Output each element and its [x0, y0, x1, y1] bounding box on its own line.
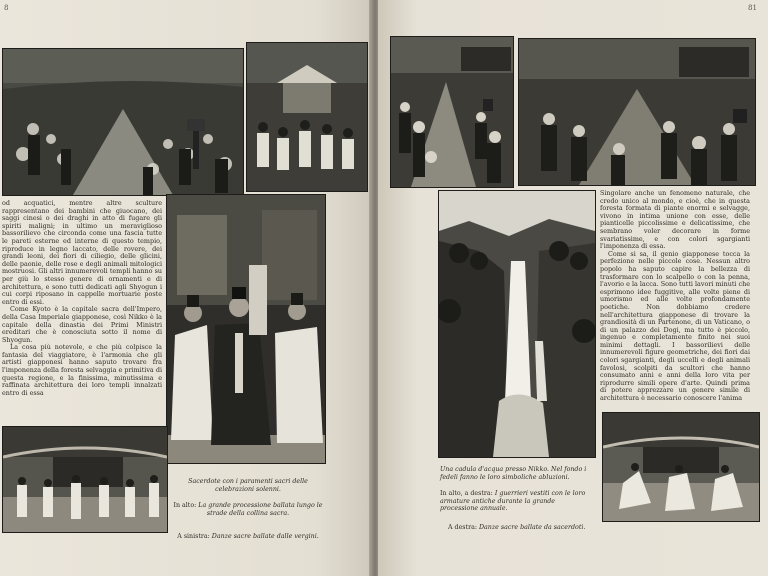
priests-caption	[172, 478, 324, 493]
procession-photo-1	[2, 48, 244, 196]
right-top-caption-text: I guerrieri vestiti con le loro armature antiche durante la grande processione annuale.	[440, 490, 586, 513]
procession-photo-2	[246, 42, 368, 192]
right-page	[378, 0, 768, 576]
maidens-dance-photo	[2, 426, 168, 533]
right-caption-label: A destra:	[448, 524, 477, 531]
right-top-caption	[440, 490, 594, 513]
top-caption	[172, 502, 324, 517]
priests-caption-text: Sacerdote con i paramenti sacri delle celebrazioni solenni.	[188, 478, 308, 493]
waterfall-caption	[440, 466, 594, 481]
warriors-photo-1	[390, 36, 514, 188]
page-number-left: 8	[4, 4, 9, 12]
right-caption	[448, 524, 602, 532]
left-caption-text: Danze sacre ballate dalle vergini.	[211, 533, 319, 540]
article-text-right	[600, 190, 750, 420]
right-caption-text: Danze sacre ballate da sacerdoti.	[478, 524, 586, 531]
top-caption-label: In alto:	[173, 502, 197, 509]
article-text-left	[2, 200, 162, 422]
waterfall-caption-text: Una cadula d'acqua presso Nikko. Nel fondo i fedeli fanno le loro simboliche abluzioni.	[440, 466, 587, 481]
right-top-caption-label: In alto, a destra:	[440, 490, 493, 497]
page-number-right: 81	[748, 4, 757, 12]
top-caption-text: La grande processione ballata lungo le strade della collina sacra.	[198, 502, 323, 517]
left-caption-label: A sinistra:	[177, 533, 210, 540]
priests-photo	[166, 194, 326, 464]
left-page	[0, 0, 372, 576]
left-paragraph-2: Come Kyoto è la capitale sacra dell'Impero, della Casa Imperiale giapponese, così Nikko è la capitale della dinastia dei Primi Ministri ereditari che è conosciuta sotto il nome di Shyogun.	[2, 305, 162, 344]
left-paragraph-3: La cosa più notevole, e che più colpisce la fantasia del viaggiatore, è l'armonia che gli artisti giapponesi hanno saputo trovare fra l'imponenza della foresta selvaggia e primitiva di questa regione, e la finissima, minutissima e raffinata architettura dei loro templi innalzati entro di essa	[2, 343, 162, 397]
left-caption	[172, 533, 324, 541]
waterfall-photo	[438, 190, 596, 458]
right-paragraph-2: Come si sa, il genio giapponese tocca la perfezione nelle piccole cose. Nessun altro popolo ha saputo capire la bellezza di trasformare con lo scalpello o con la penna, l'avorio e la lacca. Sono tutti lavori minuti che esprimono idee fuggitive, alle volte piene di umorismo ed alle volte profondamente poetiche. Non dobbiamo credere nell'architettura giapponese di trovare la grandiosità di un Partenone, di un Vaticano, o di un palazzo dei Dogi, ma tutto è piccolo, ingenuo e completamente finito nei suoi minimi dettagli. I bassorilievi delle innumerevoli figure geometriche, dei fiori dai colori sgargianti, degli uccelli e degli animali favolosi, scolpiti da scultori che hanno consumato anni e anni della loro vita per riprodurre simili opere d'arte. Quindi prima di potere apprezzare un genere simile di architettura è necessario conoscere l'anima	[600, 249, 750, 403]
right-paragraph-1: Singolare anche un fenomeno naturale, che credo unico al mondo, e cioè, che in questa foresta formata di piante enormi e selvagge, vivono in intima unione con esse, delle pianticelle piccolissime e delicatissime, che sembrano voler decorare in forme svariatissime, e con colori sgargianti l'imponenza di essa.	[600, 189, 750, 251]
warriors-photo-2	[518, 38, 756, 186]
left-paragraph-1: od acquatici, mentre altre sculture rappresentano dei bambini che giuocano, dei saggi cinesi o dei draghi in atto di fugare gli spiriti maligni; in ultimo un meraviglioso bassorilievo che circonda come una fascia tutte le pareti esterne ed interne di questo tempio, riproduce in legno laccato, delle rovere, dei grandi leoni, dei fiori di ciliegio, delle glicini, delle paonie, delle rose e degli animali mitologici mostruosi. Gli altri innumerevoli templi hanno su per giù lo stesso genere di ornamenti e di architettura, e sono tutti dedicati agli Shyogun i cui corpi riposano in cappelle mortuarie poste entro di essi.	[2, 199, 162, 306]
priests-dance-photo	[602, 412, 760, 522]
